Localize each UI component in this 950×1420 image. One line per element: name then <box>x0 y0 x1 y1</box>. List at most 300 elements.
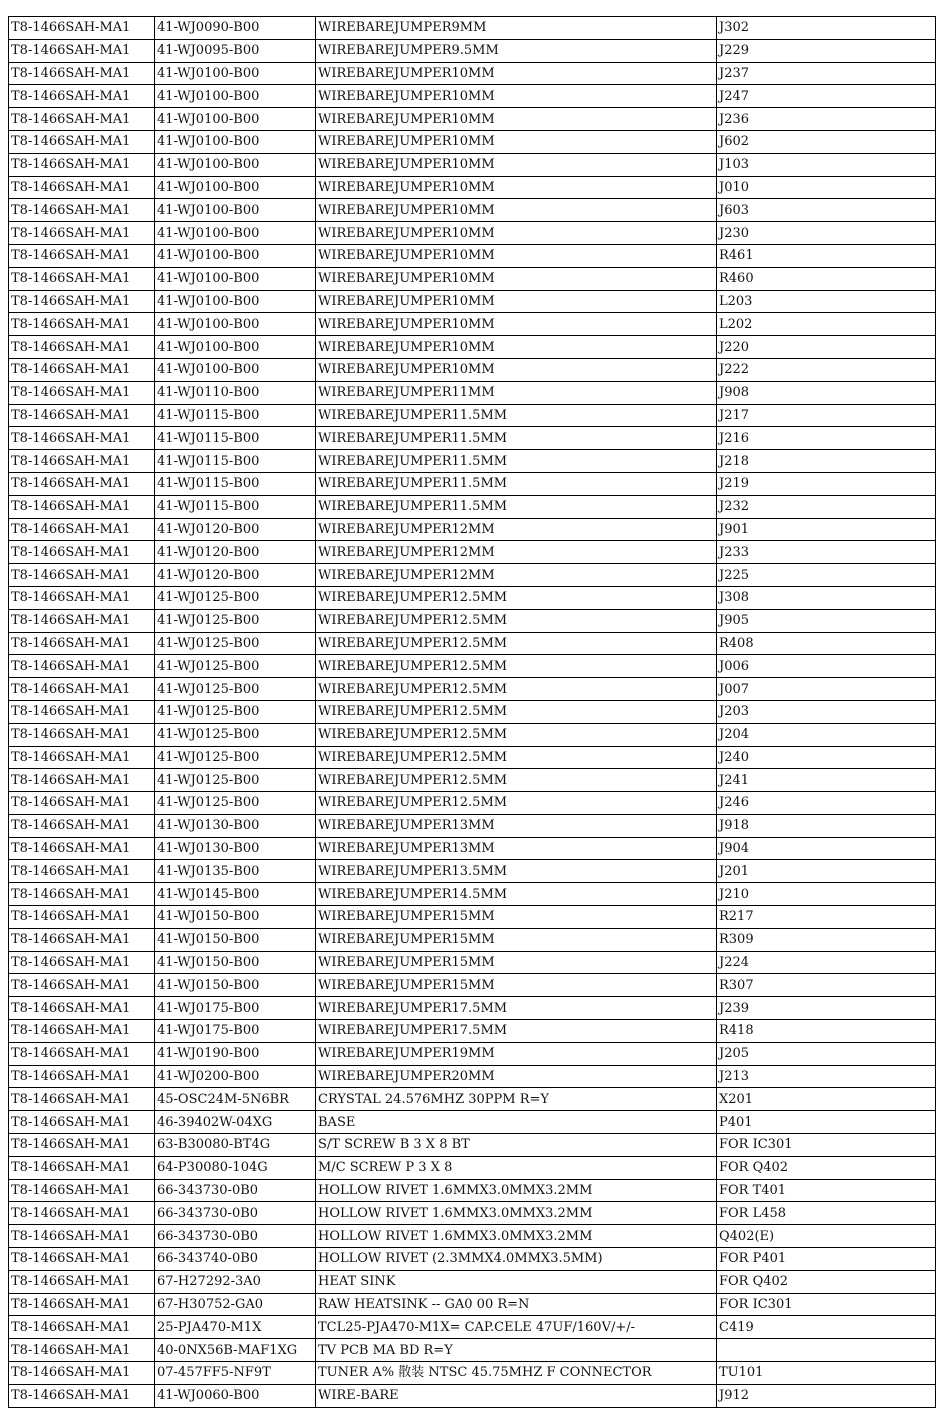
part-number-cell: 41-WJ0120-B00 <box>155 518 316 541</box>
location-cell: J203 <box>717 700 936 723</box>
description-cell: WIREBAREJUMPER10MM <box>316 108 717 131</box>
model-cell: T8-1466SAH-MA1 <box>9 199 155 222</box>
location-cell: J216 <box>717 427 936 450</box>
table-row <box>9 1339 936 1362</box>
description-cell: WIREBAREJUMPER12.5MM <box>316 586 717 609</box>
model-cell: T8-1466SAH-MA1 <box>9 1316 155 1339</box>
description-cell: WIREBAREJUMPER10MM <box>316 358 717 381</box>
table-row <box>9 883 936 906</box>
description-cell: TUNER A% 散装 NTSC 45.75MHZ F CONNECTOR <box>316 1362 717 1385</box>
description-cell: WIREBAREJUMPER15MM <box>316 928 717 951</box>
table-row <box>9 1065 936 1088</box>
model-cell: T8-1466SAH-MA1 <box>9 586 155 609</box>
model-cell: T8-1466SAH-MA1 <box>9 632 155 655</box>
location-cell: J236 <box>717 108 936 131</box>
description-cell: WIREBAREJUMPER10MM <box>316 313 717 336</box>
table-row <box>9 1316 936 1339</box>
table-row <box>9 358 936 381</box>
part-number-cell: 41-WJ0135-B00 <box>155 860 316 883</box>
model-cell: T8-1466SAH-MA1 <box>9 358 155 381</box>
table-row <box>9 1293 936 1316</box>
model-cell: T8-1466SAH-MA1 <box>9 974 155 997</box>
table-row <box>9 1134 936 1157</box>
location-cell: R217 <box>717 906 936 929</box>
table-row <box>9 1384 936 1407</box>
description-cell: WIREBAREJUMPER12.5MM <box>316 746 717 769</box>
part-number-cell: 41-WJ0175-B00 <box>155 1020 316 1043</box>
location-cell: FOR T401 <box>717 1179 936 1202</box>
part-number-cell: 41-WJ0090-B00 <box>155 17 316 40</box>
table-row <box>9 222 936 245</box>
description-cell: WIREBAREJUMPER12.5MM <box>316 769 717 792</box>
description-cell: HOLLOW RIVET (2.3MMX4.0MMX3.5MM) <box>316 1248 717 1271</box>
part-number-cell: 41-WJ0125-B00 <box>155 723 316 746</box>
model-cell: T8-1466SAH-MA1 <box>9 290 155 313</box>
model-cell: T8-1466SAH-MA1 <box>9 62 155 85</box>
part-number-cell: 41-WJ0100-B00 <box>155 130 316 153</box>
table-row <box>9 1270 936 1293</box>
table-row <box>9 1179 936 1202</box>
model-cell: T8-1466SAH-MA1 <box>9 336 155 359</box>
part-number-cell: 41-WJ0100-B00 <box>155 199 316 222</box>
table-row <box>9 928 936 951</box>
model-cell: T8-1466SAH-MA1 <box>9 951 155 974</box>
table-row <box>9 1248 936 1271</box>
table-row <box>9 541 936 564</box>
model-cell: T8-1466SAH-MA1 <box>9 518 155 541</box>
location-cell <box>717 1339 936 1362</box>
part-number-cell: 41-WJ0100-B00 <box>155 336 316 359</box>
model-cell: T8-1466SAH-MA1 <box>9 404 155 427</box>
model-cell: T8-1466SAH-MA1 <box>9 450 155 473</box>
part-number-cell: 41-WJ0095-B00 <box>155 39 316 62</box>
location-cell: J901 <box>717 518 936 541</box>
description-cell: WIREBAREJUMPER10MM <box>316 153 717 176</box>
model-cell: T8-1466SAH-MA1 <box>9 1362 155 1385</box>
part-number-cell: 41-WJ0125-B00 <box>155 678 316 701</box>
description-cell: WIREBAREJUMPER11.5MM <box>316 472 717 495</box>
part-number-cell: 41-WJ0125-B00 <box>155 792 316 815</box>
part-number-cell: 41-WJ0115-B00 <box>155 495 316 518</box>
part-number-cell: 07-457FF5-NF9T <box>155 1362 316 1385</box>
part-number-cell: 41-WJ0125-B00 <box>155 746 316 769</box>
table-row <box>9 951 936 974</box>
description-cell: WIREBAREJUMPER12.5MM <box>316 655 717 678</box>
location-cell: R460 <box>717 267 936 290</box>
part-number-cell: 41-WJ0125-B00 <box>155 609 316 632</box>
location-cell: L203 <box>717 290 936 313</box>
location-cell: X201 <box>717 1088 936 1111</box>
table-row <box>9 450 936 473</box>
location-cell: FOR P401 <box>717 1248 936 1271</box>
description-cell: WIREBAREJUMPER10MM <box>316 336 717 359</box>
part-number-cell: 41-WJ0150-B00 <box>155 928 316 951</box>
table-row <box>9 997 936 1020</box>
location-cell: J213 <box>717 1065 936 1088</box>
part-number-cell: 66-343730-0B0 <box>155 1202 316 1225</box>
model-cell: T8-1466SAH-MA1 <box>9 495 155 518</box>
part-number-cell: 41-WJ0100-B00 <box>155 267 316 290</box>
description-cell: WIREBAREJUMPER12.5MM <box>316 609 717 632</box>
description-cell: HOLLOW RIVET 1.6MMX3.0MMX3.2MM <box>316 1202 717 1225</box>
location-cell: J222 <box>717 358 936 381</box>
part-number-cell: 41-WJ0100-B00 <box>155 358 316 381</box>
table-row <box>9 381 936 404</box>
table-row <box>9 244 936 267</box>
location-cell: J602 <box>717 130 936 153</box>
location-cell: FOR IC301 <box>717 1134 936 1157</box>
location-cell: J302 <box>717 17 936 40</box>
part-number-cell: 63-B30080-BT4G <box>155 1134 316 1157</box>
description-cell: WIREBAREJUMPER9.5MM <box>316 39 717 62</box>
description-cell: WIREBAREJUMPER13MM <box>316 814 717 837</box>
table-row <box>9 518 936 541</box>
description-cell: S/T SCREW B 3 X 8 BT <box>316 1134 717 1157</box>
location-cell: R309 <box>717 928 936 951</box>
part-number-cell: 41-WJ0125-B00 <box>155 769 316 792</box>
model-cell: T8-1466SAH-MA1 <box>9 883 155 906</box>
table-row <box>9 655 936 678</box>
model-cell: T8-1466SAH-MA1 <box>9 792 155 815</box>
table-row <box>9 404 936 427</box>
table-row <box>9 427 936 450</box>
table-row <box>9 130 936 153</box>
part-number-cell: 25-PJA470-M1X <box>155 1316 316 1339</box>
table-row <box>9 860 936 883</box>
description-cell: WIREBAREJUMPER11MM <box>316 381 717 404</box>
table-row <box>9 17 936 40</box>
description-cell: WIREBAREJUMPER12MM <box>316 518 717 541</box>
part-number-cell: 41-WJ0200-B00 <box>155 1065 316 1088</box>
location-cell: J007 <box>717 678 936 701</box>
description-cell: WIREBAREJUMPER12.5MM <box>316 792 717 815</box>
part-number-cell: 41-WJ0100-B00 <box>155 108 316 131</box>
model-cell: T8-1466SAH-MA1 <box>9 1156 155 1179</box>
model-cell: T8-1466SAH-MA1 <box>9 860 155 883</box>
location-cell: J010 <box>717 176 936 199</box>
location-cell: J240 <box>717 746 936 769</box>
location-cell: FOR Q402 <box>717 1156 936 1179</box>
location-cell: J247 <box>717 85 936 108</box>
location-cell: J905 <box>717 609 936 632</box>
description-cell: WIREBAREJUMPER12.5MM <box>316 700 717 723</box>
location-cell: J220 <box>717 336 936 359</box>
part-number-cell: 40-0NX56B-MAF1XG <box>155 1339 316 1362</box>
model-cell: T8-1466SAH-MA1 <box>9 313 155 336</box>
description-cell: WIREBAREJUMPER10MM <box>316 244 717 267</box>
part-number-cell: 41-WJ0130-B00 <box>155 837 316 860</box>
location-cell: C419 <box>717 1316 936 1339</box>
part-number-cell: 41-WJ0115-B00 <box>155 472 316 495</box>
part-number-cell: 41-WJ0110-B00 <box>155 381 316 404</box>
location-cell: J308 <box>717 586 936 609</box>
table-row <box>9 792 936 815</box>
model-cell: T8-1466SAH-MA1 <box>9 769 155 792</box>
location-cell: P401 <box>717 1111 936 1134</box>
location-cell: J241 <box>717 769 936 792</box>
description-cell: WIREBAREJUMPER11.5MM <box>316 495 717 518</box>
table-row <box>9 586 936 609</box>
location-cell: R408 <box>717 632 936 655</box>
model-cell: T8-1466SAH-MA1 <box>9 814 155 837</box>
table-row <box>9 472 936 495</box>
table-row <box>9 609 936 632</box>
part-number-cell: 41-WJ0100-B00 <box>155 244 316 267</box>
table-row <box>9 336 936 359</box>
location-cell: J103 <box>717 153 936 176</box>
table-row <box>9 837 936 860</box>
table-row <box>9 1225 936 1248</box>
model-cell: T8-1466SAH-MA1 <box>9 153 155 176</box>
description-cell: WIREBAREJUMPER10MM <box>316 85 717 108</box>
location-cell: J908 <box>717 381 936 404</box>
model-cell: T8-1466SAH-MA1 <box>9 1270 155 1293</box>
table-row <box>9 769 936 792</box>
part-number-cell: 41-WJ0100-B00 <box>155 290 316 313</box>
description-cell: WIREBAREJUMPER10MM <box>316 199 717 222</box>
description-cell: WIREBAREJUMPER20MM <box>316 1065 717 1088</box>
location-cell: J217 <box>717 404 936 427</box>
part-number-cell: 41-WJ0100-B00 <box>155 85 316 108</box>
model-cell: T8-1466SAH-MA1 <box>9 1065 155 1088</box>
model-cell: T8-1466SAH-MA1 <box>9 1202 155 1225</box>
description-cell: WIREBAREJUMPER17.5MM <box>316 997 717 1020</box>
location-cell: J912 <box>717 1384 936 1407</box>
table-row <box>9 723 936 746</box>
location-cell: J233 <box>717 541 936 564</box>
location-cell: J224 <box>717 951 936 974</box>
description-cell: WIREBAREJUMPER10MM <box>316 130 717 153</box>
description-cell: HEAT SINK <box>316 1270 717 1293</box>
model-cell: T8-1466SAH-MA1 <box>9 1384 155 1407</box>
table-row <box>9 678 936 701</box>
table-row <box>9 62 936 85</box>
model-cell: T8-1466SAH-MA1 <box>9 928 155 951</box>
table-row <box>9 1042 936 1065</box>
location-cell: R307 <box>717 974 936 997</box>
model-cell: T8-1466SAH-MA1 <box>9 700 155 723</box>
location-cell: J201 <box>717 860 936 883</box>
model-cell: T8-1466SAH-MA1 <box>9 906 155 929</box>
location-cell: TU101 <box>717 1362 936 1385</box>
table-row <box>9 1202 936 1225</box>
part-number-cell: 45-OSC24M-5N6BR <box>155 1088 316 1111</box>
description-cell: WIREBAREJUMPER12MM <box>316 541 717 564</box>
location-cell: J237 <box>717 62 936 85</box>
model-cell: T8-1466SAH-MA1 <box>9 1225 155 1248</box>
description-cell: WIREBAREJUMPER12.5MM <box>316 723 717 746</box>
part-number-cell: 41-WJ0120-B00 <box>155 564 316 587</box>
description-cell: WIREBAREJUMPER11.5MM <box>316 404 717 427</box>
table-row <box>9 1156 936 1179</box>
part-number-cell: 41-WJ0125-B00 <box>155 700 316 723</box>
model-cell: T8-1466SAH-MA1 <box>9 1134 155 1157</box>
location-cell: R418 <box>717 1020 936 1043</box>
part-number-cell: 41-WJ0100-B00 <box>155 62 316 85</box>
model-cell: T8-1466SAH-MA1 <box>9 1293 155 1316</box>
part-number-cell: 41-WJ0120-B00 <box>155 541 316 564</box>
model-cell: T8-1466SAH-MA1 <box>9 472 155 495</box>
part-number-cell: 41-WJ0100-B00 <box>155 222 316 245</box>
description-cell: WIREBAREJUMPER13.5MM <box>316 860 717 883</box>
part-number-cell: 64-P30080-104G <box>155 1156 316 1179</box>
table-row <box>9 1362 936 1385</box>
description-cell: WIREBAREJUMPER15MM <box>316 951 717 974</box>
description-cell: WIREBAREJUMPER10MM <box>316 222 717 245</box>
model-cell: T8-1466SAH-MA1 <box>9 39 155 62</box>
location-cell: FOR Q402 <box>717 1270 936 1293</box>
part-number-cell: 41-WJ0060-B00 <box>155 1384 316 1407</box>
model-cell: T8-1466SAH-MA1 <box>9 1088 155 1111</box>
description-cell: TCL25-PJA470-M1X= CAP.CELE 47UF/160V/+/- <box>316 1316 717 1339</box>
description-cell: WIREBAREJUMPER10MM <box>316 290 717 313</box>
part-number-cell: 41-WJ0115-B00 <box>155 404 316 427</box>
part-number-cell: 41-WJ0115-B00 <box>155 450 316 473</box>
description-cell: M/C SCREW P 3 X 8 <box>316 1156 717 1179</box>
location-cell: J205 <box>717 1042 936 1065</box>
table-row <box>9 1020 936 1043</box>
part-number-cell: 41-WJ0130-B00 <box>155 814 316 837</box>
description-cell: WIREBAREJUMPER19MM <box>316 1042 717 1065</box>
description-cell: HOLLOW RIVET 1.6MMX3.0MMX3.2MM <box>316 1179 717 1202</box>
table-row <box>9 39 936 62</box>
location-cell: Q402(E) <box>717 1225 936 1248</box>
table-row <box>9 974 936 997</box>
part-number-cell: 66-343730-0B0 <box>155 1179 316 1202</box>
description-cell: WIREBAREJUMPER15MM <box>316 906 717 929</box>
description-cell: TV PCB MA BD R=Y <box>316 1339 717 1362</box>
model-cell: T8-1466SAH-MA1 <box>9 427 155 450</box>
model-cell: T8-1466SAH-MA1 <box>9 130 155 153</box>
model-cell: T8-1466SAH-MA1 <box>9 85 155 108</box>
location-cell: J904 <box>717 837 936 860</box>
model-cell: T8-1466SAH-MA1 <box>9 1111 155 1134</box>
table-row <box>9 199 936 222</box>
model-cell: T8-1466SAH-MA1 <box>9 746 155 769</box>
part-number-cell: 41-WJ0100-B00 <box>155 153 316 176</box>
part-number-cell: 41-WJ0150-B00 <box>155 951 316 974</box>
location-cell: J246 <box>717 792 936 815</box>
description-cell: WIREBAREJUMPER17.5MM <box>316 1020 717 1043</box>
model-cell: T8-1466SAH-MA1 <box>9 564 155 587</box>
part-number-cell: 66-343730-0B0 <box>155 1225 316 1248</box>
description-cell: WIREBAREJUMPER14.5MM <box>316 883 717 906</box>
part-number-cell: 46-39402W-04XG <box>155 1111 316 1134</box>
description-cell: WIREBAREJUMPER12.5MM <box>316 678 717 701</box>
model-cell: T8-1466SAH-MA1 <box>9 1248 155 1271</box>
model-cell: T8-1466SAH-MA1 <box>9 837 155 860</box>
model-cell: T8-1466SAH-MA1 <box>9 678 155 701</box>
description-cell: BASE <box>316 1111 717 1134</box>
part-number-cell: 41-WJ0190-B00 <box>155 1042 316 1065</box>
location-cell: J239 <box>717 997 936 1020</box>
description-cell: WIREBAREJUMPER11.5MM <box>316 427 717 450</box>
description-cell: WIREBAREJUMPER10MM <box>316 176 717 199</box>
table-row <box>9 1111 936 1134</box>
model-cell: T8-1466SAH-MA1 <box>9 222 155 245</box>
model-cell: T8-1466SAH-MA1 <box>9 244 155 267</box>
description-cell: WIREBAREJUMPER10MM <box>316 267 717 290</box>
model-cell: T8-1466SAH-MA1 <box>9 1042 155 1065</box>
table-row <box>9 176 936 199</box>
description-cell: WIREBAREJUMPER12.5MM <box>316 632 717 655</box>
location-cell: J225 <box>717 564 936 587</box>
model-cell: T8-1466SAH-MA1 <box>9 723 155 746</box>
part-number-cell: 41-WJ0125-B00 <box>155 632 316 655</box>
table-row <box>9 746 936 769</box>
model-cell: T8-1466SAH-MA1 <box>9 176 155 199</box>
location-cell: J232 <box>717 495 936 518</box>
location-cell: J918 <box>717 814 936 837</box>
location-cell: J210 <box>717 883 936 906</box>
location-cell: J218 <box>717 450 936 473</box>
table-row <box>9 153 936 176</box>
part-number-cell: 41-WJ0100-B00 <box>155 176 316 199</box>
location-cell: FOR L458 <box>717 1202 936 1225</box>
description-cell: WIREBAREJUMPER12MM <box>316 564 717 587</box>
table-row <box>9 906 936 929</box>
part-number-cell: 67-H27292-3A0 <box>155 1270 316 1293</box>
description-cell: WIREBAREJUMPER10MM <box>316 62 717 85</box>
description-cell: WIREBAREJUMPER11.5MM <box>316 450 717 473</box>
table-row <box>9 632 936 655</box>
description-cell: CRYSTAL 24.576MHZ 30PPM R=Y <box>316 1088 717 1111</box>
description-cell: WIREBAREJUMPER15MM <box>316 974 717 997</box>
model-cell: T8-1466SAH-MA1 <box>9 1020 155 1043</box>
model-cell: T8-1466SAH-MA1 <box>9 997 155 1020</box>
part-number-cell: 67-H30752-GA0 <box>155 1293 316 1316</box>
location-cell: R461 <box>717 244 936 267</box>
model-cell: T8-1466SAH-MA1 <box>9 1339 155 1362</box>
part-number-cell: 41-WJ0150-B00 <box>155 974 316 997</box>
model-cell: T8-1466SAH-MA1 <box>9 609 155 632</box>
table-row <box>9 267 936 290</box>
description-cell: WIRE-BARE <box>316 1384 717 1407</box>
part-number-cell: 41-WJ0175-B00 <box>155 997 316 1020</box>
model-cell: T8-1466SAH-MA1 <box>9 267 155 290</box>
location-cell: J230 <box>717 222 936 245</box>
part-number-cell: 41-WJ0150-B00 <box>155 906 316 929</box>
location-cell: J204 <box>717 723 936 746</box>
part-number-cell: 41-WJ0100-B00 <box>155 313 316 336</box>
location-cell: J219 <box>717 472 936 495</box>
location-cell: J603 <box>717 199 936 222</box>
table-row <box>9 564 936 587</box>
bom-table-body <box>9 17 936 1408</box>
bom-table <box>8 16 936 1408</box>
description-cell: RAW HEATSINK -- GA0 00 R=N <box>316 1293 717 1316</box>
table-row <box>9 814 936 837</box>
location-cell: J006 <box>717 655 936 678</box>
model-cell: T8-1466SAH-MA1 <box>9 17 155 40</box>
part-number-cell: 41-WJ0125-B00 <box>155 586 316 609</box>
part-number-cell: 66-343740-0B0 <box>155 1248 316 1271</box>
description-cell: WIREBAREJUMPER9MM <box>316 17 717 40</box>
location-cell: L202 <box>717 313 936 336</box>
table-row <box>9 313 936 336</box>
table-row <box>9 85 936 108</box>
part-number-cell: 41-WJ0115-B00 <box>155 427 316 450</box>
model-cell: T8-1466SAH-MA1 <box>9 108 155 131</box>
description-cell: WIREBAREJUMPER13MM <box>316 837 717 860</box>
model-cell: T8-1466SAH-MA1 <box>9 541 155 564</box>
table-row <box>9 1088 936 1111</box>
model-cell: T8-1466SAH-MA1 <box>9 381 155 404</box>
location-cell: FOR IC301 <box>717 1293 936 1316</box>
part-number-cell: 41-WJ0125-B00 <box>155 655 316 678</box>
model-cell: T8-1466SAH-MA1 <box>9 655 155 678</box>
location-cell: J229 <box>717 39 936 62</box>
